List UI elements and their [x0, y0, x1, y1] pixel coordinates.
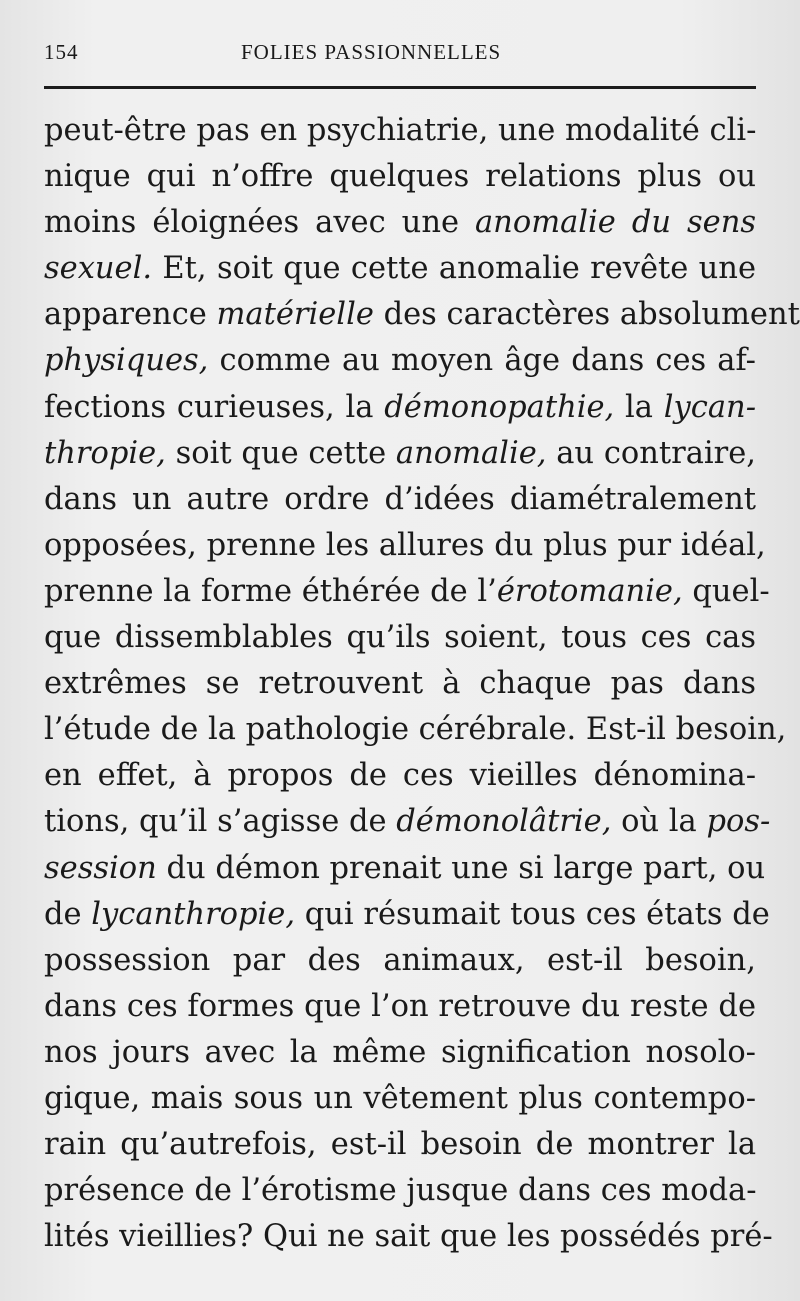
text-run: possession par des animaux, est-il besoin, [44, 942, 756, 978]
text-run: fections curieuses, la [44, 389, 385, 425]
text-line [44, 892, 770, 938]
body-paragraph [44, 108, 800, 1260]
text-line [44, 938, 756, 984]
italic-text: pos- [706, 804, 771, 840]
text-run: moins éloignées avec une [44, 205, 475, 241]
text-line [44, 846, 766, 892]
text-run: apparence [44, 297, 217, 333]
text-run: des caractères absolument [373, 297, 800, 333]
italic-text: thropie, [44, 435, 166, 471]
text-run: l’étude de la pathologie cérébrale. Est-il besoin, [44, 712, 787, 748]
text-line [44, 984, 756, 1030]
text-run: Et, soit que cette anomalie revête une [152, 251, 756, 287]
text-run: que dissemblables qu’ils soient, tous ces cas [44, 620, 756, 656]
text-run: au contraire, [546, 435, 757, 471]
text-line [44, 569, 770, 615]
italic-text: anomalie du sens [475, 205, 756, 241]
italic-text: démonopathie, [384, 389, 615, 425]
text-run: extrêmes se retrouvent à chaque pas dans [44, 666, 756, 702]
text-run: où la [611, 804, 707, 840]
text-line [44, 615, 756, 661]
text-line [44, 200, 756, 246]
text-line [44, 477, 756, 523]
text-line [44, 1214, 773, 1260]
italic-text: anomalie, [395, 435, 547, 471]
text-run: peut-être pas en psychiatrie, une modalité cli- [44, 113, 757, 148]
text-run: du démon prenait une si large part, ou [156, 850, 766, 886]
text-line [44, 1122, 756, 1168]
italic-text: physiques, [44, 343, 209, 379]
text-line [44, 154, 756, 200]
italic-text: session [44, 850, 157, 886]
italic-text: lycan- [663, 389, 756, 425]
running-head: FOLIES PASSIONNELLES [241, 40, 502, 64]
text-run: lités vieillies? Qui ne sait que les possédés pré- [44, 1219, 773, 1255]
text-run: présence de l’érotisme jusque dans ces moda- [44, 1173, 757, 1209]
page-number: 154 [44, 40, 79, 64]
text-line [44, 292, 800, 338]
text-run: soit que cette [165, 435, 396, 471]
text-line [44, 246, 756, 292]
text-line [44, 1076, 756, 1122]
page-header [44, 40, 756, 80]
text-run: gique, mais sous un vêtement plus contempo- [44, 1080, 756, 1116]
text-line [44, 799, 771, 845]
header-rule [44, 86, 756, 89]
italic-text: sexuel. [44, 251, 153, 287]
text-line [44, 753, 756, 799]
text-line [44, 707, 787, 753]
text-run: quel- [682, 573, 770, 609]
text-run: la [614, 389, 664, 425]
text-run: qui résumait tous ces états de [295, 896, 770, 932]
text-line [44, 523, 766, 569]
text-line [44, 108, 756, 154]
text-line [44, 1030, 756, 1076]
text-run: dans ces formes que l’on retrouve du reste de [44, 988, 756, 1024]
text-line [44, 661, 756, 707]
text-run: prenne la forme éthérée de l’ [44, 573, 497, 609]
italic-text: démonolâtrie, [396, 804, 612, 840]
text-run: nos jours avec la même signification nosolo- [44, 1034, 756, 1070]
text-run: rain qu’autrefois, est-il besoin de montrer la [44, 1127, 756, 1163]
text-run: dans un autre ordre d’idées diamétralement [44, 481, 756, 517]
text-line [44, 338, 756, 384]
text-run: tions, qu’il s’agisse de [44, 804, 397, 840]
text-line [44, 385, 756, 431]
text-run: nique qui n’offre quelques relations plus ou [44, 159, 756, 195]
italic-text: matérielle [216, 297, 374, 333]
italic-text: lycanthropie, [91, 896, 296, 932]
text-line [44, 1168, 756, 1214]
italic-text: érotomanie, [496, 573, 683, 609]
text-run: opposées, prenne les allures du plus pur idéal, [44, 527, 766, 563]
text-run: en effet, à propos de ces vieilles dénomina- [44, 758, 756, 794]
text-run: comme au moyen âge dans ces af- [208, 343, 756, 379]
text-run: de [44, 896, 92, 932]
text-line [44, 431, 756, 477]
